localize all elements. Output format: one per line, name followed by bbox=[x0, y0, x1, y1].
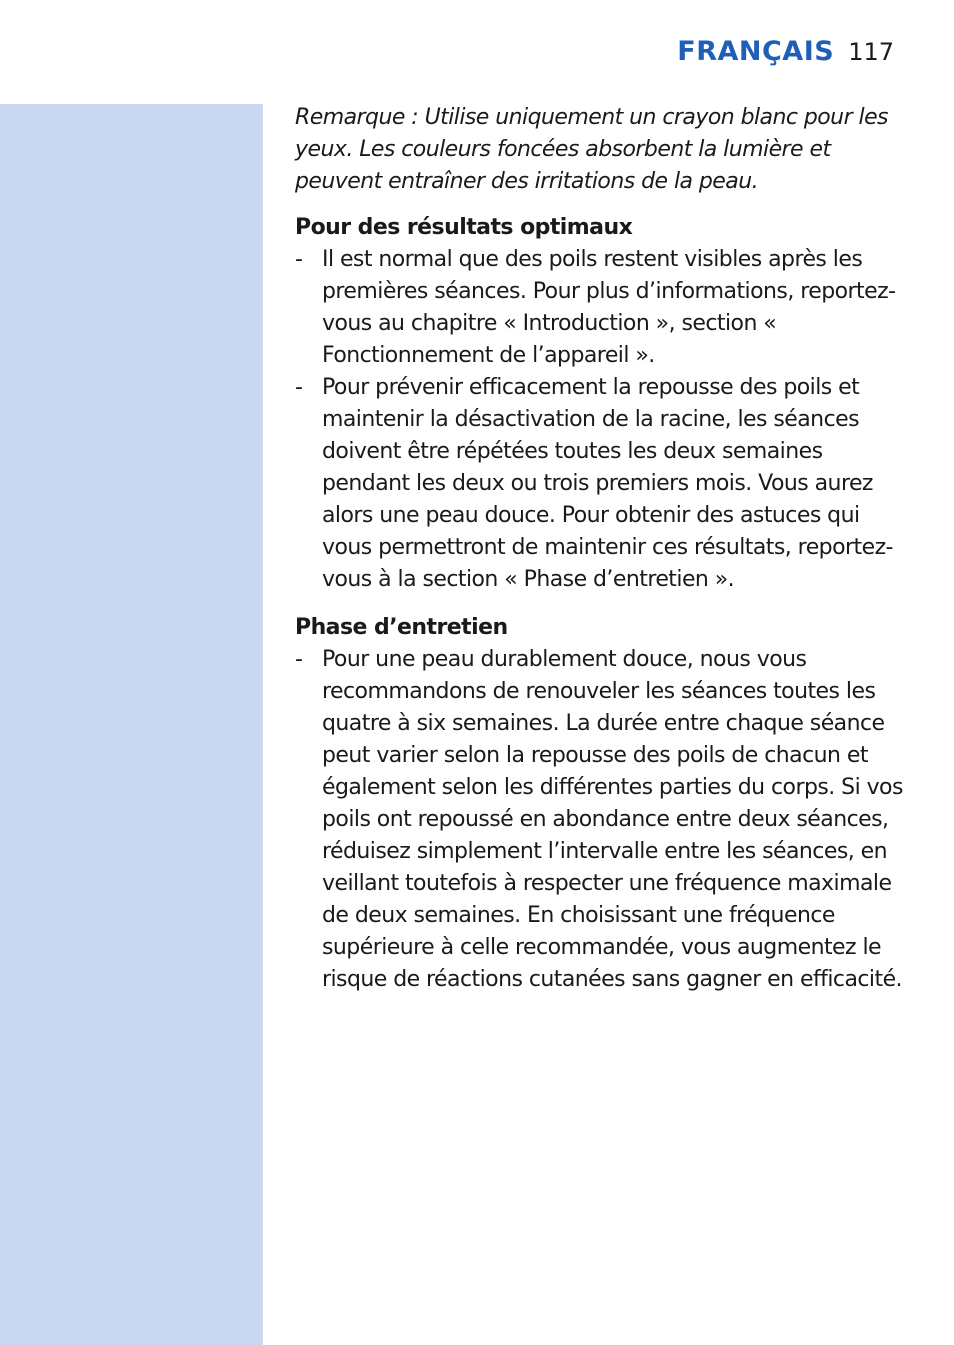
list-item-text: Pour prévenir efficacement la repousse des poils et maintenir la désactivation de la racine, les séances doivent être répétées toutes les deux semaines pendant les deux ou trois premiers mois. Vous aurez alors une peau douce. Pour obtenir des astuces qui vous permettront de maintenir ces résultats, reportez-vous à la section « Phase d’entretien ». bbox=[322, 375, 893, 592]
page-number: 117 bbox=[848, 38, 894, 66]
section-heading: Pour des résultats optimaux bbox=[295, 215, 633, 240]
section-heading: Phase d’entretien bbox=[295, 615, 508, 640]
bullet-dash: - bbox=[295, 647, 303, 672]
language-label: FRANÇAIS bbox=[677, 36, 835, 67]
bullet-dash: - bbox=[295, 247, 303, 272]
section-optimal-results bbox=[295, 212, 905, 596]
list-item-text: Il est normal que des poils restent visibles après les premières séances. Pour plus d’informations, reportez-vous au chapitre « Introduction », section « Fonctionnement de l’appareil ». bbox=[322, 247, 896, 368]
list-item-text: Pour une peau durablement douce, nous vous recommandons de renouveler les séances toutes les quatre à six semaines. La durée entre chaque séance peut varier selon la repousse des poils de chacun et également selon les différentes parties du corps. Si vos poils ont repoussé en abondance entre deux séances, réduisez simplement l’intervalle entre les séances, en veillant toutefois à respecter une fréquence maximale de deux semaines. En choisissant une fréquence supérieure à celle recommandée, vous augmentez le risque de réactions cutanées sans gagner en efficacité. bbox=[322, 647, 903, 992]
bullet-list bbox=[295, 644, 905, 996]
section-maintenance-phase bbox=[295, 612, 905, 996]
list-item bbox=[295, 244, 905, 372]
sidebar-panel bbox=[0, 104, 263, 1345]
page-header bbox=[677, 36, 894, 67]
bullet-dash: - bbox=[295, 375, 303, 400]
list-item bbox=[295, 644, 905, 996]
main-content bbox=[295, 102, 905, 996]
list-item bbox=[295, 372, 905, 596]
note-text: Remarque : Utilise uniquement un crayon blanc pour les yeux. Les couleurs foncées absorbent la lumière et peuvent entraîner des irritations de la peau. bbox=[295, 105, 888, 194]
bullet-list bbox=[295, 244, 905, 596]
